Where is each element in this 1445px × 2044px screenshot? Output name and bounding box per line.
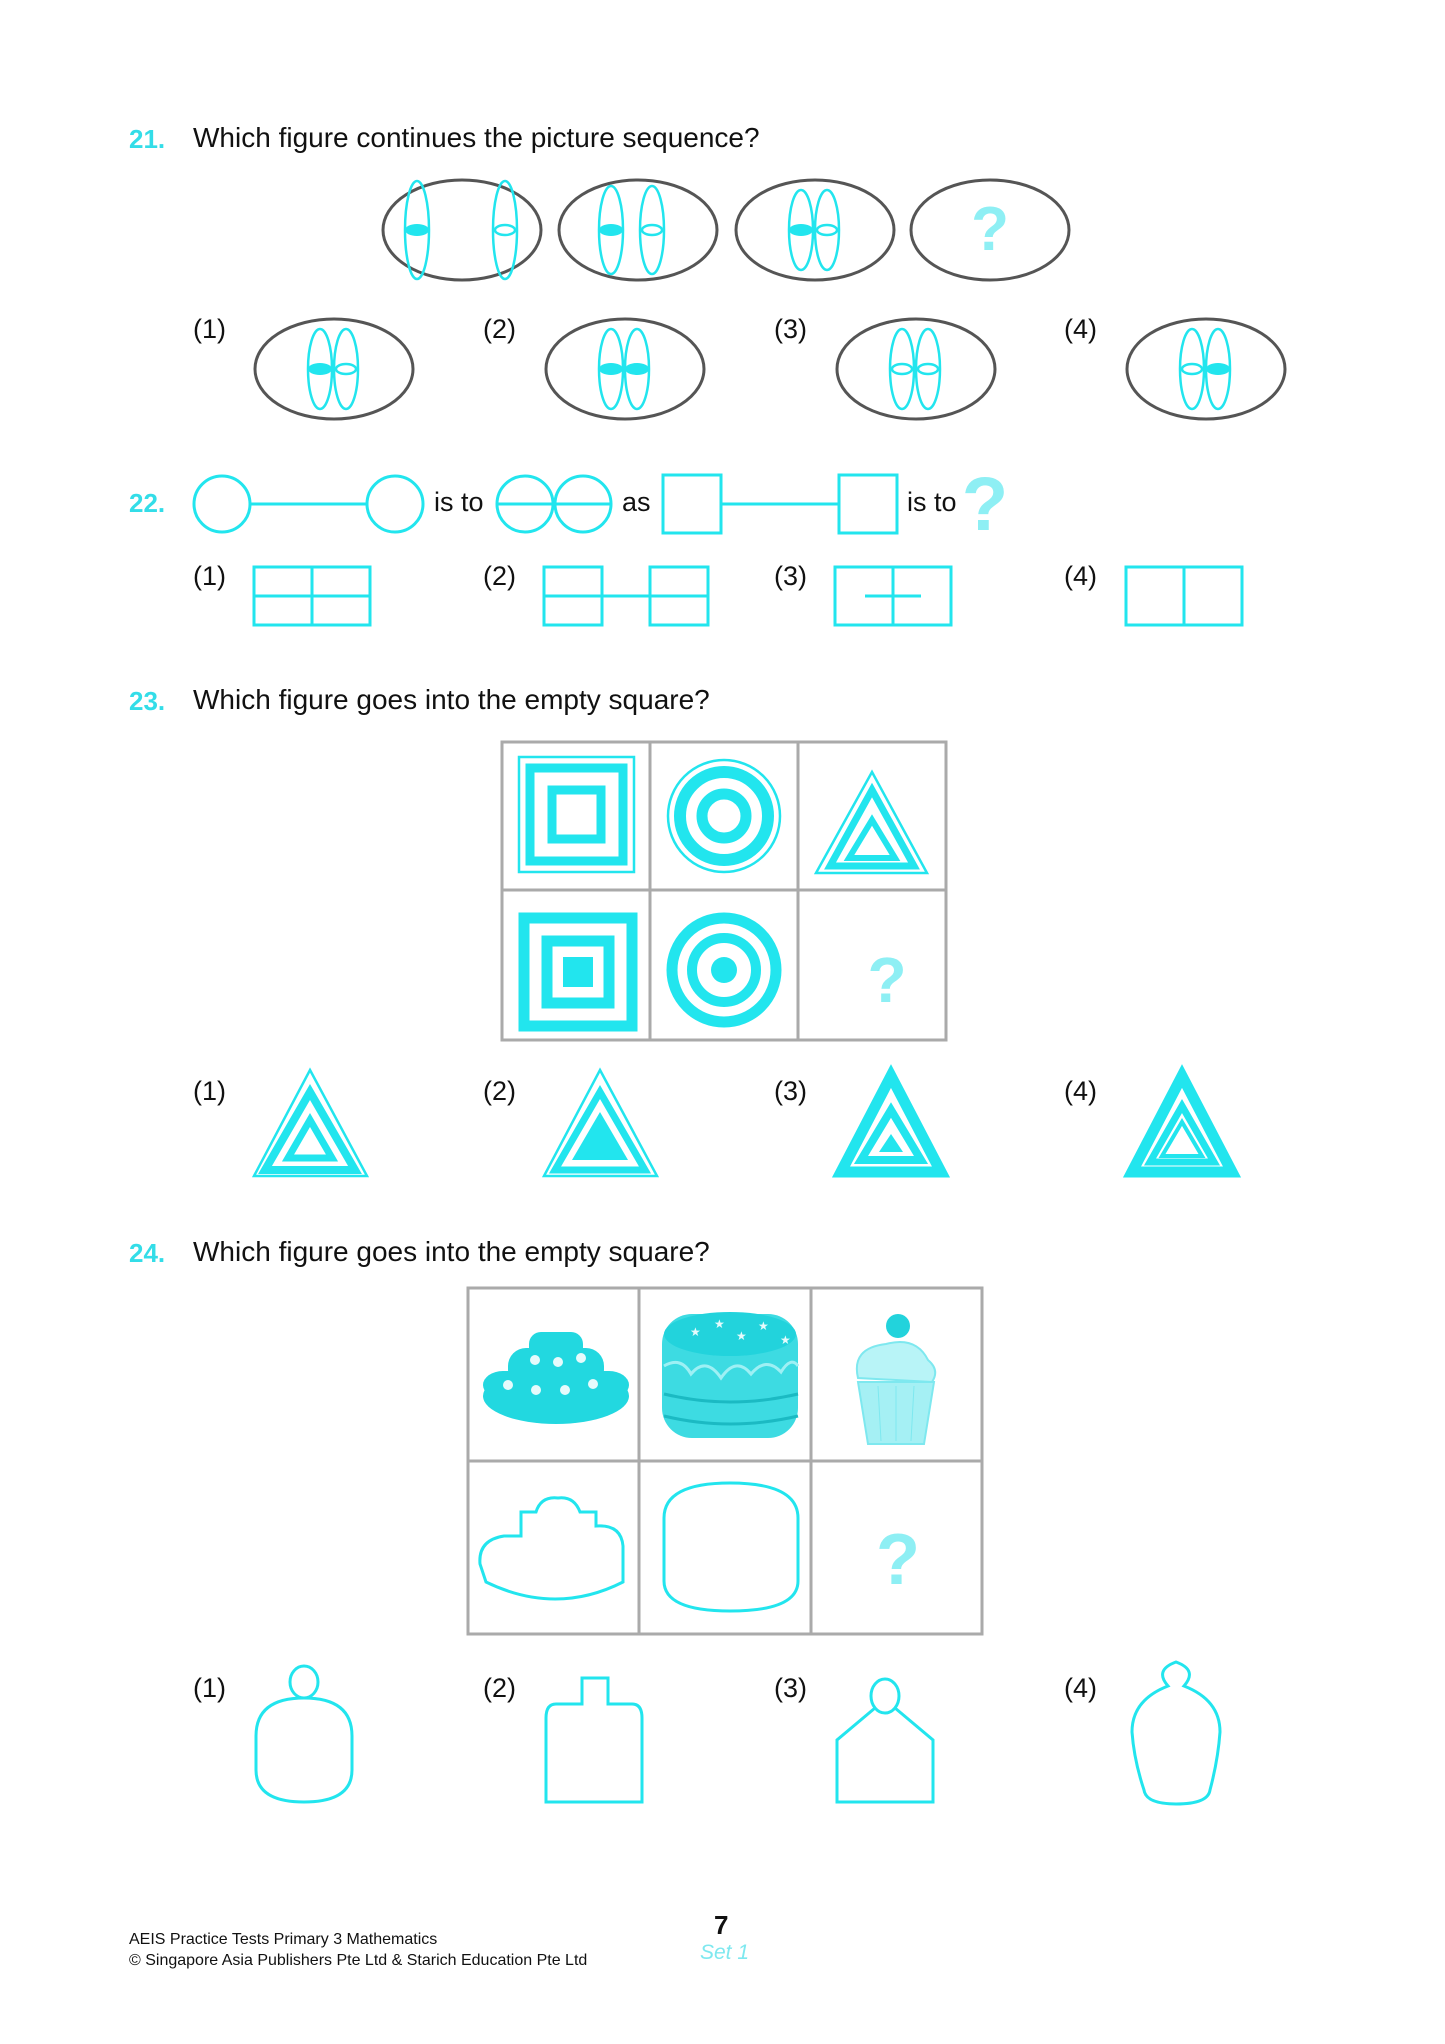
option-23-2[interactable]	[542, 1068, 662, 1180]
question-mark-icon: ?	[876, 1520, 920, 1600]
svg-text:?: ?	[961, 462, 1009, 547]
layer-cake-picture	[662, 1312, 798, 1438]
cupcake-picture	[857, 1314, 935, 1444]
page-number: 7	[714, 1910, 729, 1940]
svg-text:★: ★	[758, 1319, 769, 1333]
svg-text:★: ★	[714, 1317, 725, 1331]
option-22-1[interactable]	[252, 565, 374, 627]
option-24-3[interactable]	[833, 1676, 943, 1808]
option-21-3[interactable]	[834, 317, 999, 422]
option-24-4[interactable]	[1124, 1660, 1234, 1810]
option-label: (4)	[1064, 314, 1097, 344]
copyright: © Singapore Asia Publishers Pte Ltd & Starich Education Pte Ltd	[129, 1952, 588, 1969]
option-label: (1)	[193, 314, 226, 344]
option-label: (2)	[483, 314, 516, 344]
option-label: (4)	[1064, 1673, 1097, 1703]
option-22-4[interactable]	[1124, 565, 1246, 627]
picture-grid	[466, 1286, 986, 1638]
option-22-3[interactable]	[833, 565, 955, 627]
question-number: 23.	[129, 686, 166, 716]
question-prompt: Which figure continues the picture sequence?	[193, 122, 760, 153]
option-23-1[interactable]	[252, 1068, 372, 1180]
svg-text:★: ★	[690, 1325, 701, 1339]
square-line-square-figure	[661, 473, 901, 535]
sequence-figure-3	[733, 178, 898, 283]
sequence-figure-4	[908, 178, 1073, 283]
option-label: (3)	[774, 1673, 807, 1703]
set-label: Set 1	[700, 1941, 750, 1964]
question-number: 21.	[129, 124, 166, 154]
question-number: 22.	[129, 488, 166, 518]
sequence-figure-2	[556, 178, 721, 283]
question-prompt: Which figure goes into the empty square?	[193, 1236, 710, 1267]
option-label: (3)	[774, 561, 807, 591]
tiered-cake-picture	[483, 1332, 629, 1424]
figure-grid	[500, 740, 950, 1045]
option-label: (1)	[193, 561, 226, 591]
option-label: (4)	[1064, 561, 1097, 591]
question-mark-icon	[961, 462, 1009, 547]
option-label: (1)	[193, 1673, 226, 1703]
option-21-2[interactable]	[543, 317, 708, 422]
option-21-1[interactable]	[252, 317, 417, 422]
book-title: AEIS Practice Tests Primary 3 Mathematics	[129, 1931, 438, 1948]
option-24-1[interactable]	[252, 1664, 362, 1806]
is-to-text: is to	[907, 487, 957, 517]
question-mark-icon: ?	[867, 944, 907, 1016]
joined-circles-figure	[495, 473, 615, 535]
option-21-4[interactable]	[1124, 317, 1289, 422]
tiered-cake-outline	[480, 1498, 623, 1599]
as-text: as	[622, 487, 651, 517]
option-label: (2)	[483, 1076, 516, 1106]
question-mark-icon: ?	[971, 195, 1009, 264]
option-label: (3)	[774, 314, 807, 344]
circle-line-circle-figure	[192, 473, 427, 535]
option-label: (3)	[774, 1076, 807, 1106]
option-23-3[interactable]	[833, 1068, 953, 1180]
option-label: (4)	[1064, 1076, 1097, 1106]
layer-cake-outline	[664, 1483, 798, 1611]
sequence-figure-1	[380, 178, 545, 283]
svg-text:★: ★	[780, 1333, 791, 1347]
option-label: (1)	[193, 1076, 226, 1106]
option-label: (2)	[483, 1673, 516, 1703]
is-to-text: is to	[434, 487, 484, 517]
question-number: 24.	[129, 1238, 166, 1268]
question-prompt: Which figure goes into the empty square?	[193, 684, 710, 715]
option-23-4[interactable]	[1124, 1068, 1244, 1180]
option-24-2[interactable]	[542, 1676, 652, 1808]
svg-text:★: ★	[736, 1329, 747, 1343]
option-22-2[interactable]	[542, 565, 712, 627]
option-label: (2)	[483, 561, 516, 591]
